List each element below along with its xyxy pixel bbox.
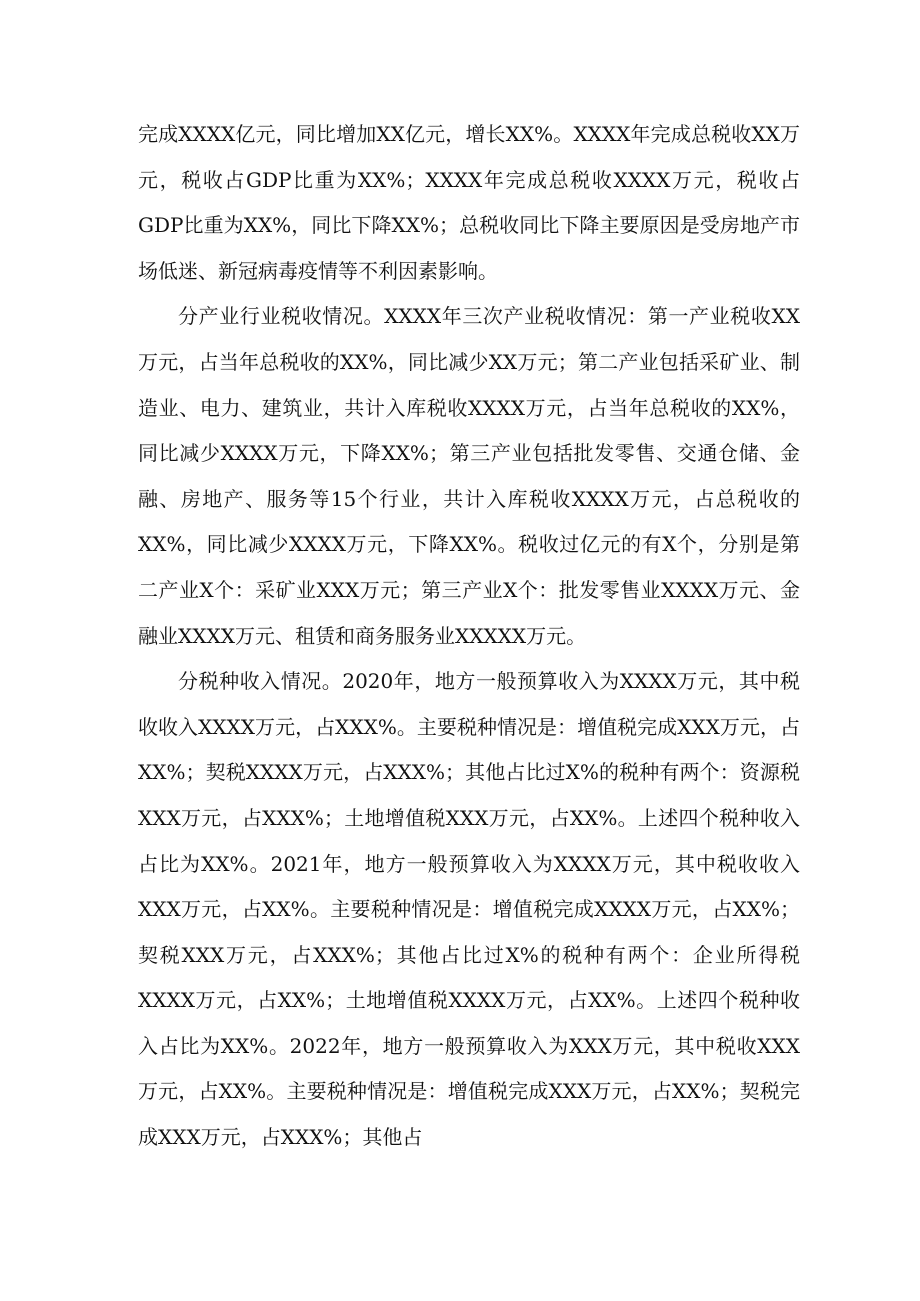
- paragraph-tax-overview: 完成XXXX亿元，同比增加XX亿元，增长XX%。XXXX年完成总税收XX万元，税收占GDP比重为XX%；XXXX年完成总税收XXXX万元，税收占GDP比重为XX%，同比下降XX%；总税收同比下降主要原因是受房地产市场低迷、新冠病毒疫情等不利因素影响。: [138, 122, 800, 283]
- document-body: [138, 112, 800, 1161]
- paragraph-tax-type-revenue: 分税种收入情况。2020年，地方一般预算收入为XXXX万元，其中税收收入XXXX万元，占XXX%。主要税种情况是：增值税完成XXX万元，占XX%；契税XXXX万元，占XXX%；其他占比过X%的税种有两个：资源税XXX万元，占XXX%；土地增值税XXX万元，占XX%。上述四个税种收入占比为XX%。2021年，地方一般预算收入为XXXX万元，其中税收收入XXX万元，占XX%。主要税种情况是：增值税完成XXXX万元，占XX%；契税XXX万元，占XXX%；其他占比过X%的税种有两个：企业所得税XXXX万元，占XX%；土地增值税XXXX万元，占XX%。上述四个税种收入占比为XX%。2022年，地方一般预算收入为XXX万元，其中税收XXX万元，占XX%。主要税种情况是：增值税完成XXX万元，占XX%；契税完成XXX万元，占XXX%；其他占: [138, 669, 800, 1150]
- paragraph-industry-tax: 分产业行业税收情况。XXXX年三次产业税收情况：第一产业税收XX万元，占当年总税收的XX%，同比减少XX万元；第二产业包括采矿业、制造业、电力、建筑业，共计入库税收XXXX万元，占当年总税收的XX%，同比减少XXXX万元，下降XX%；第三产业包括批发零售、交通仓储、金融、房地产、服务等15个行业，共计入库税收XXXX万元，占总税收的XX%，同比减少XXXX万元，下降XX%。税收过亿元的有X个，分别是第二产业X个：采矿业XXX万元；第三产业X个：批发零售业XXXX万元、金融业XXXX万元、租赁和商务服务业XXXXX万元。: [138, 304, 800, 648]
